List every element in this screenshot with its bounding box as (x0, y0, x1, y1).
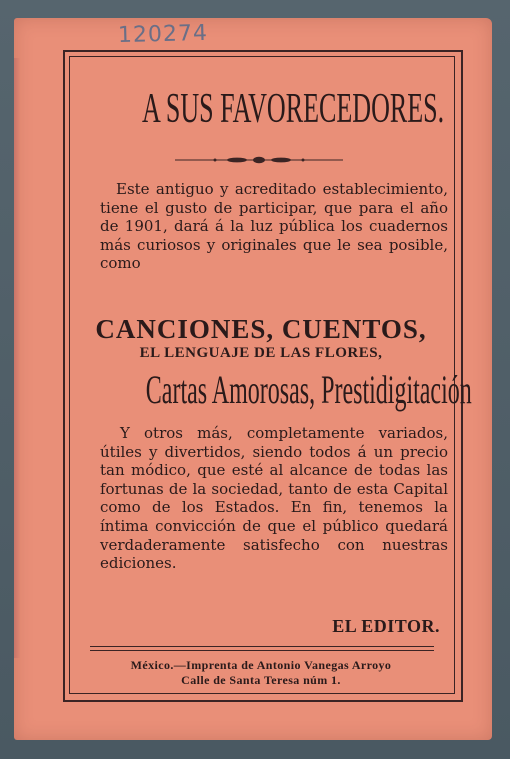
imprint-address: Calle de Santa Teresa núm 1. (181, 673, 341, 687)
headline-lenguaje: EL LENGUAJE DE LAS FLORES, (139, 345, 383, 361)
intro-paragraph: Este antiguo y acreditado establecimiento, tiene el gusto de participar, que para el año de 1901, dará á la luz pública los cuadernos más curiosos y originales que le sea posible, como (100, 180, 448, 273)
closing-paragraph: Y otros más, completamente variados, útiles y divertidos, siendo todos á un precio tan módico, que esté al alcance de todas las fortunas de la sociedad, tanto de esta Capital como de los Estados. En fin, tenemos la íntima convicción de que el público quedará verdaderamente satisfecho con nuestras ediciones. (100, 424, 448, 573)
footer-rule (90, 646, 434, 647)
footer-rule (90, 650, 434, 651)
ornament-divider-icon (175, 154, 343, 166)
imprint-line: México.—Imprenta de Antonio Vanegas Arroyo (130, 658, 392, 672)
signature: EL EDITOR. (332, 616, 440, 636)
inventory-number: 120274 (117, 20, 209, 49)
page-title: A SUS FAVORECEDORES. (141, 86, 445, 132)
headline-cartas: Cartas Amorosas, Prestidigitación (145, 367, 472, 412)
headline-canciones: CANCIONES, CUENTOS, (95, 314, 427, 344)
